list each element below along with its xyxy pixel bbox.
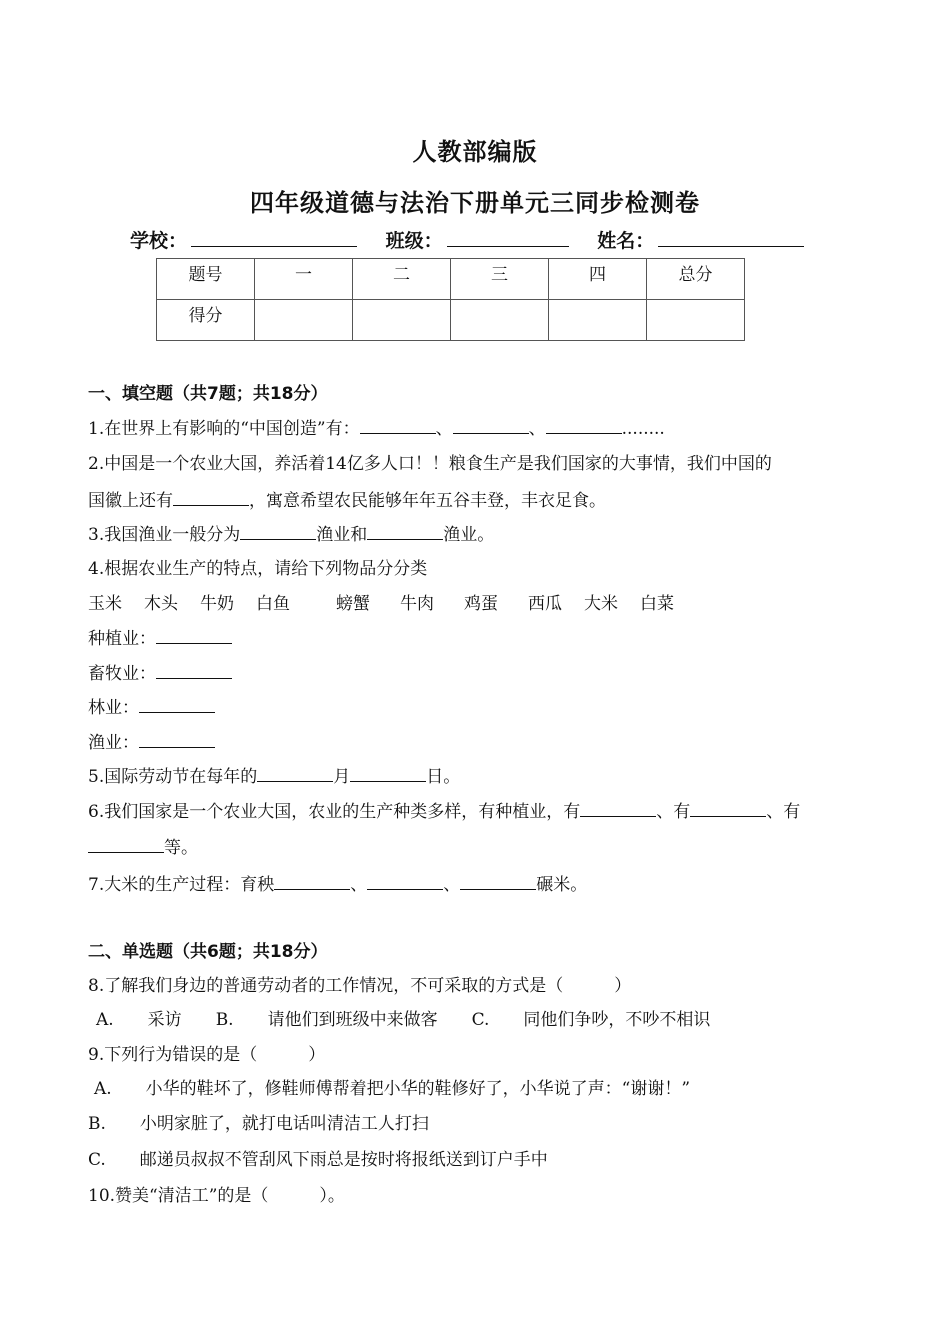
option-a[interactable]: A. 小华的鞋坏了，修鞋师傅帮着把小华的鞋修好了，小华说了声：“谢谢！”: [94, 1079, 691, 1099]
question-3: 3.我国渔业一般分为 渔业和 渔业。: [88, 525, 495, 545]
category-livestock: 畜牧业：: [88, 659, 232, 684]
category-planting: 种植业：: [88, 624, 232, 649]
option-a[interactable]: A. 采访: [96, 1010, 182, 1030]
publisher-title: 人教部编版: [412, 138, 538, 166]
score-cell: 得分: [157, 300, 255, 341]
answer-blank[interactable]: [460, 875, 536, 890]
name-field[interactable]: [658, 228, 804, 247]
item: 大米: [584, 594, 618, 614]
answer-blank[interactable]: [453, 419, 529, 434]
school-label: 学校：: [130, 230, 188, 252]
answer-blank[interactable]: [88, 838, 164, 853]
item: 西瓜: [528, 594, 562, 614]
section-1-heading: 一、填空题（共7题；共18分）: [88, 384, 328, 404]
class-label: 班级：: [385, 230, 443, 252]
class-field[interactable]: [447, 228, 569, 247]
answer-blank[interactable]: [580, 802, 656, 817]
answer-blank[interactable]: [350, 767, 426, 782]
item: 鸡蛋: [464, 594, 498, 614]
question-10: 10.赞美“清洁工”的是（ ）。: [88, 1186, 345, 1206]
item: 螃蟹: [336, 594, 370, 614]
score-cell: 总分: [647, 259, 745, 300]
option-b[interactable]: B. 小明家脏了，就打电话叫清洁工人打扫: [88, 1114, 429, 1134]
answer-blank[interactable]: [156, 664, 232, 679]
question-4: 4.根据农业生产的特点，请给下列物品分分类: [88, 559, 428, 579]
answer-blank[interactable]: [156, 629, 232, 644]
answer-blank[interactable]: [690, 802, 766, 817]
score-input-cell[interactable]: [647, 300, 745, 341]
option-b[interactable]: B. 请他们到班级中来做客: [215, 1010, 438, 1030]
question-7: 7.大米的生产过程：育秧 、 、 碾米。: [88, 875, 588, 895]
score-cell: 四: [549, 259, 647, 300]
answer-blank[interactable]: [360, 419, 436, 434]
category-forestry: 林业：: [88, 693, 215, 718]
question-2-line-1: 2.中国是一个农业大国，养活着14亿多人口！！粮食生产是我们国家的大事情，我们中国的: [88, 454, 772, 474]
category-fishery: 渔业：: [88, 728, 215, 753]
question-2-line-2: 国徽上还有 ，寓意希望农民能够年年五谷丰登，丰衣足食。: [88, 491, 606, 511]
answer-blank[interactable]: [173, 491, 249, 506]
score-table-score-row: [157, 300, 745, 341]
question-6-line-2: 等。: [88, 833, 198, 858]
answer-blank[interactable]: [139, 733, 215, 748]
score-input-cell[interactable]: [451, 300, 549, 341]
score-cell: 题号: [157, 259, 255, 300]
question-9: 9.下列行为错误的是（ ）: [88, 1045, 326, 1065]
score-table: [156, 258, 745, 341]
item: 牛肉: [400, 594, 434, 614]
item: 木头: [144, 594, 178, 614]
answer-blank[interactable]: [274, 875, 350, 890]
section-2-heading: 二、单选题（共6题；共18分）: [88, 942, 328, 962]
question-8-options: [96, 1005, 710, 1030]
item: 玉米: [88, 594, 122, 614]
score-cell: 三: [451, 259, 549, 300]
score-input-cell[interactable]: [549, 300, 647, 341]
answer-blank[interactable]: [139, 698, 215, 713]
item: 牛奶: [200, 594, 234, 614]
school-field[interactable]: [191, 228, 357, 247]
question-4-items: [88, 589, 696, 614]
answer-blank[interactable]: [240, 525, 316, 540]
score-input-cell[interactable]: [255, 300, 353, 341]
student-info-row: [130, 226, 826, 253]
question-6-line-1: 6.我们国家是一个农业大国，农业的生产种类多样，有种植业，有 、有 、有: [88, 802, 801, 822]
exam-title: 四年级道德与法治下册单元三同步检测卷: [250, 189, 700, 217]
score-table-header-row: [157, 259, 745, 300]
question-8: 8.了解我们身边的普通劳动者的工作情况，不可采取的方式是（ ）: [88, 976, 632, 996]
score-input-cell[interactable]: [353, 300, 451, 341]
name-label: 姓名：: [597, 230, 655, 252]
answer-blank[interactable]: [367, 875, 443, 890]
item: 白鱼: [256, 594, 290, 614]
option-c[interactable]: C. 邮递员叔叔不管刮风下雨总是按时将报纸送到订户手中: [88, 1150, 548, 1170]
option-c[interactable]: C. 同他们争吵，不吵不相识: [471, 1010, 711, 1030]
answer-blank[interactable]: [367, 525, 443, 540]
question-5: 5.国际劳动节在每年的 月 日。: [88, 767, 461, 787]
score-cell: 一: [255, 259, 353, 300]
answer-blank[interactable]: [546, 419, 622, 434]
score-cell: 二: [353, 259, 451, 300]
question-1: 1.在世界上有影响的“中国创造”有： 、 、 ........: [88, 419, 665, 439]
item: 白菜: [640, 594, 674, 614]
answer-blank[interactable]: [257, 767, 333, 782]
